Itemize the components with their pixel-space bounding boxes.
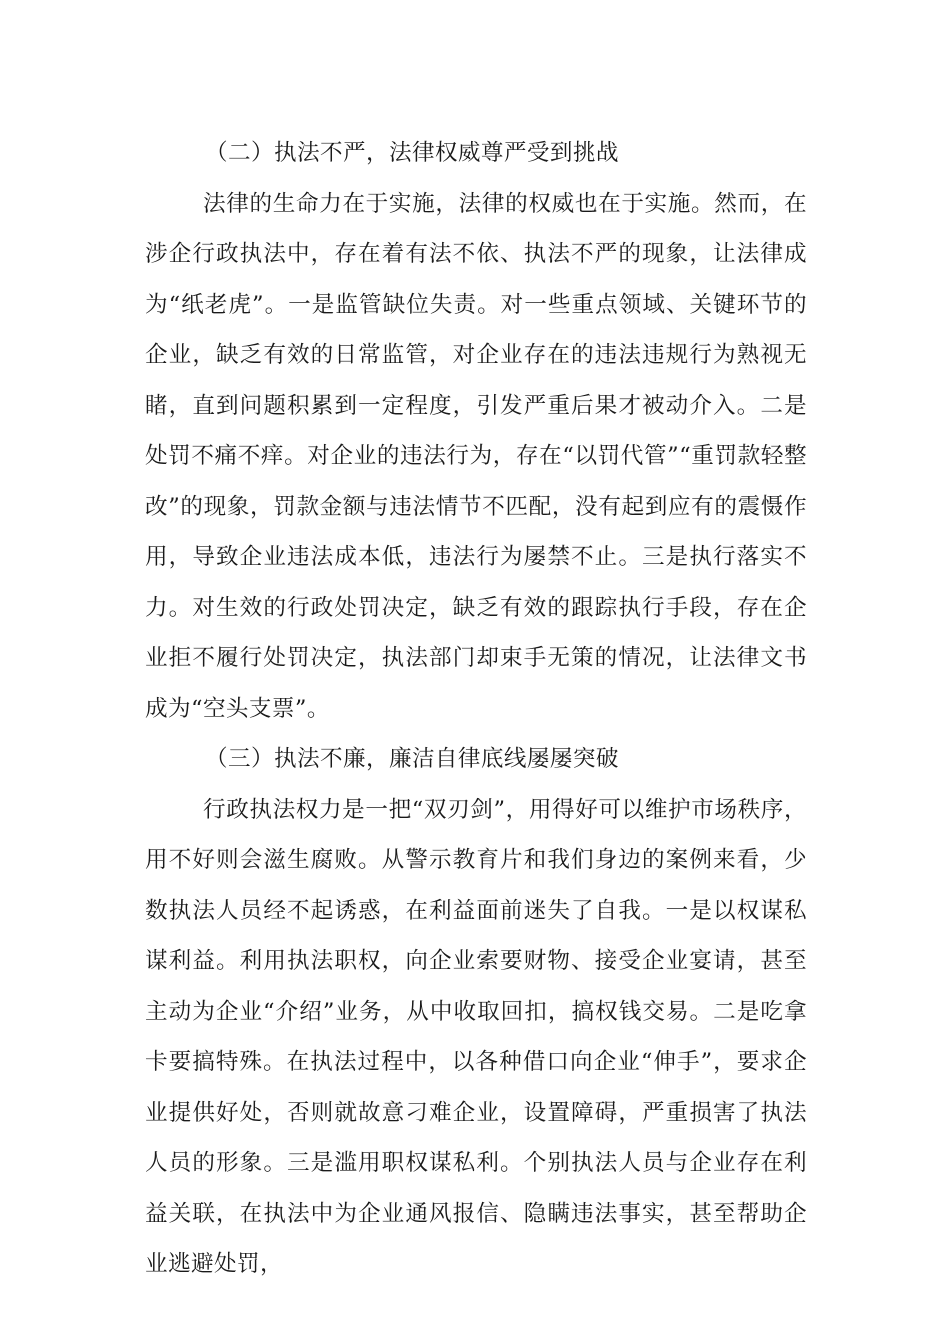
document-body (145, 128, 807, 1290)
section-heading-3: （三）执法不廉，廉洁自律底线屡屡突破 (205, 746, 619, 772)
section-paragraph-2: 法律的生命力在于实施，法律的权威也在于实施。然而，在涉企行政执法中，存在着有法不依、执法不严的现象，让法律成为“纸老虎”。一是监管缺位失责。对一些重点领域、关键环节的企业，缺乏有效的日常监管，对企业存在的违法违规行为熟视无睹，直到问题积累到一定程度，引发严重后果才被动介入。二是处罚不痛不痒。对企业的违法行为，存在“以罚代管”“重罚款轻整改”的现象，罚款金额与违法情节不匹配，没有起到应有的震慑作用，导致企业违法成本低，违法行为屡禁不止。三是执行落实不力。对生效的行政处罚决定，缺乏有效的跟踪执行手段，存在企业拒不履行处罚决定，执法部门却束手无策的情况，让法律文书成为“空头支票”。 (145, 190, 807, 722)
section-paragraph-3: 行政执法权力是一把“双刃剑”，用得好可以维护市场秩序，用不好则会滋生腐败。从警示教育片和我们身边的案例来看，少数执法人员经不起诱惑，在利益面前迷失了自我。一是以权谋私谋利益。利用执法职权，向企业索要财物、接受企业宴请，甚至主动为企业“介绍”业务，从中收取回扣，搞权钱交易。二是吃拿卡要搞特殊。在执法过程中，以各种借口向企业“伸手”，要求企业提供好处，否则就故意刁难企业，设置障碍，严重损害了执法人员的形象。三是滥用职权谋私利。个别执法人员与企业存在利益关联，在执法中为企业通风报信、隐瞒违法事实，甚至帮助企业逃避处罚， (145, 796, 807, 1277)
section-heading-2: （二）执法不严，法律权威尊严受到挑战 (205, 140, 619, 166)
